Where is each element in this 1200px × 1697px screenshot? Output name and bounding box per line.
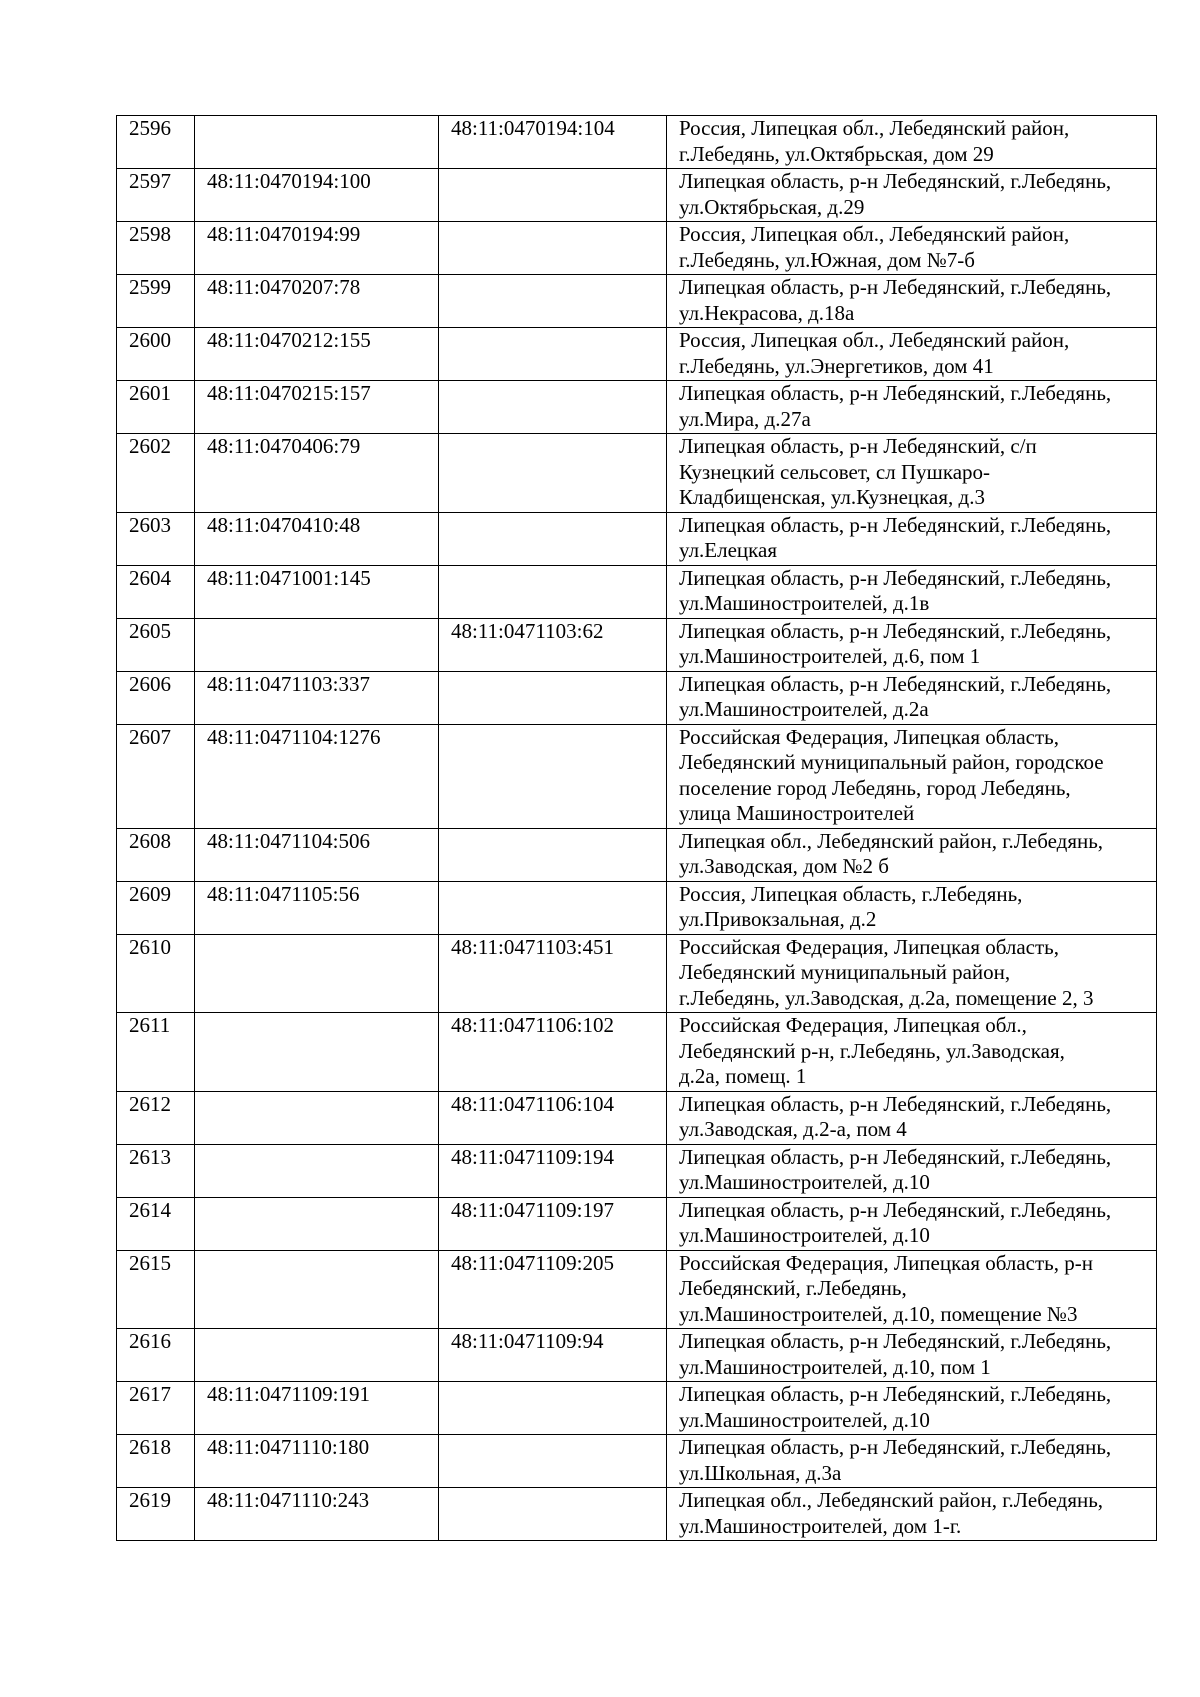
address-cell [667, 434, 1157, 513]
premises-cadastral-number-cell: 48:11:0471109:194 [439, 1144, 667, 1197]
premises-cadastral-number-cell: 48:11:0471109:197 [439, 1197, 667, 1250]
cadastral-number-cell: 48:11:0470215:157 [195, 381, 439, 434]
address-line: Липецкая область, р-н Лебедянский, с/п [679, 434, 1037, 458]
cadastral-number-cell: 48:11:0471001:145 [195, 565, 439, 618]
premises-cadastral-number-cell [439, 1382, 667, 1435]
address-line: ул.Машиностроителей, д.1в [679, 591, 930, 615]
row-number-cell: 2615 [117, 1250, 195, 1329]
cadastral-number-cell: 48:11:0470212:155 [195, 328, 439, 381]
cadastral-number-cell [195, 1144, 439, 1197]
address-line: Липецкая область, р-н Лебедянский, г.Лебедянь, [679, 1435, 1112, 1459]
address-cell [667, 328, 1157, 381]
address-line: Липецкая область, р-н Лебедянский, г.Лебедянь, [679, 565, 1112, 590]
premises-cadastral-number-cell [439, 565, 667, 618]
address-line: Липецкая область, р-н Лебедянский, г.Лебедянь, [679, 1382, 1112, 1406]
row-number-cell: 2610 [117, 934, 195, 1013]
address-cell [667, 169, 1157, 222]
row-number-cell: 2608 [117, 828, 195, 881]
address-line: ул.Мира, д.27а [679, 406, 811, 431]
address-line: ул.Машиностроителей, дом 1-г. [679, 1513, 962, 1538]
row-number-cell: 2619 [117, 1488, 195, 1541]
address-line: ул.Машиностроителей, д.10, помещение №3 [679, 1301, 1078, 1326]
address-cell [667, 1488, 1157, 1541]
cadastral-number-cell: 48:11:0470410:48 [195, 512, 439, 565]
address-line: Российская Федерация, Липецкая обл., [679, 1013, 1027, 1037]
premises-cadastral-number-cell: 48:11:0471109:205 [439, 1250, 667, 1329]
address-line: Липецкая область, р-н Лебедянский, г.Лебедянь, [679, 512, 1112, 537]
address-line: ул.Заводская, дом №2 б [679, 854, 889, 878]
cadastral-number-cell [195, 1250, 439, 1329]
premises-cadastral-number-cell: 48:11:0471103:62 [439, 618, 667, 671]
cadastral-number-cell [195, 116, 439, 169]
premises-cadastral-number-cell [439, 1488, 667, 1541]
cadastral-number-cell: 48:11:0470207:78 [195, 275, 439, 328]
address-cell [667, 222, 1157, 275]
table-row [117, 116, 1157, 169]
premises-cadastral-number-cell [439, 671, 667, 724]
address-line: Липецкая область, р-н Лебедянский, г.Лебедянь, [679, 1197, 1112, 1222]
address-cell [667, 1382, 1157, 1435]
address-line: Липецкая область, р-н Лебедянский, г.Лебедянь, [679, 1144, 1112, 1169]
table-row [117, 512, 1157, 565]
address-cell [667, 1013, 1157, 1092]
cadastral-number-cell [195, 1329, 439, 1382]
table-row [117, 1197, 1157, 1250]
address-line: ул.Машиностроителей, д.10 [679, 1170, 930, 1194]
address-line: Лебедянский муниципальный район, [679, 960, 1011, 984]
table-row [117, 1435, 1157, 1488]
cadastral-number-cell: 48:11:0471103:337 [195, 671, 439, 724]
table-row [117, 222, 1157, 275]
address-line: Кузнецкий сельсовет, сл Пушкаро- [679, 459, 991, 484]
table-row [117, 881, 1157, 934]
table-row [117, 1329, 1157, 1382]
table-row [117, 1091, 1157, 1144]
address-line: поселение город Лебедянь, город Лебедянь, [679, 775, 1071, 800]
cadastral-number-cell: 48:11:0471104:506 [195, 828, 439, 881]
address-line: ул.Школьная, д.3а [679, 1460, 842, 1485]
row-number-cell: 2609 [117, 881, 195, 934]
address-cell [667, 828, 1157, 881]
address-line: Лебедянский р-н, г.Лебедянь, ул.Заводская, [679, 1038, 1065, 1063]
address-line: Лебедянский, г.Лебедянь, [679, 1276, 907, 1300]
table-row [117, 1250, 1157, 1329]
address-cell [667, 881, 1157, 934]
address-line: Кладбищенская, ул.Кузнецкая, д.3 [679, 485, 985, 509]
cadastral-number-cell [195, 1091, 439, 1144]
address-cell [667, 934, 1157, 1013]
address-line: ул.Некрасова, д.18а [679, 300, 855, 325]
address-cell [667, 1250, 1157, 1329]
table-row [117, 1013, 1157, 1092]
row-number-cell: 2605 [117, 618, 195, 671]
address-cell [667, 1329, 1157, 1382]
table-row [117, 434, 1157, 513]
row-number-cell: 2599 [117, 275, 195, 328]
row-number-cell: 2613 [117, 1144, 195, 1197]
table-row [117, 671, 1157, 724]
address-line: Липецкая обл., Лебедянский район, г.Лебедянь, [679, 828, 1104, 853]
row-number-cell: 2612 [117, 1091, 195, 1144]
address-line: Россия, Липецкая обл., Лебедянский район, [679, 222, 1070, 246]
address-line: ул.Елецкая [679, 538, 778, 562]
cadastral-number-cell: 48:11:0470194:100 [195, 169, 439, 222]
row-number-cell: 2611 [117, 1013, 195, 1092]
address-line: Россия, Липецкая обл., Лебедянский район, [679, 116, 1070, 140]
row-number-cell: 2603 [117, 512, 195, 565]
address-line: Липецкая область, р-н Лебедянский, г.Лебедянь, [679, 1329, 1112, 1353]
address-line: Российская Федерация, Липецкая область, [679, 934, 1060, 959]
registry-table-body [117, 116, 1157, 1541]
address-line: ул.Машиностроителей, д.2а [679, 697, 929, 721]
cadastral-number-cell: 48:11:0471104:1276 [195, 724, 439, 828]
address-line: Российская Федерация, Липецкая область, р-н [679, 1250, 1093, 1275]
address-line: ул.Привокзальная, д.2 [679, 907, 877, 931]
table-row [117, 1382, 1157, 1435]
address-line: Липецкая область, р-н Лебедянский, г.Лебедянь, [679, 1091, 1112, 1116]
table-row [117, 828, 1157, 881]
address-cell [667, 1091, 1157, 1144]
row-number-cell: 2600 [117, 328, 195, 381]
premises-cadastral-number-cell: 48:11:0471103:451 [439, 934, 667, 1013]
row-number-cell: 2614 [117, 1197, 195, 1250]
table-row [117, 934, 1157, 1013]
row-number-cell: 2604 [117, 565, 195, 618]
cadastral-number-cell: 48:11:0471110:180 [195, 1435, 439, 1488]
cadastral-number-cell: 48:11:0471110:243 [195, 1488, 439, 1541]
table-row [117, 1144, 1157, 1197]
row-number-cell: 2618 [117, 1435, 195, 1488]
address-line: улица Машиностроителей [679, 801, 915, 825]
address-line: ул.Машиностроителей, д.10 [679, 1223, 930, 1247]
address-line: ул.Октябрьская, д.29 [679, 194, 865, 219]
row-number-cell: 2598 [117, 222, 195, 275]
premises-cadastral-number-cell [439, 1435, 667, 1488]
address-line: Липецкая обл., Лебедянский район, г.Лебедянь, [679, 1488, 1104, 1512]
address-line: ул.Заводская, д.2-а, пом 4 [679, 1117, 907, 1141]
row-number-cell: 2607 [117, 724, 195, 828]
cadastral-number-cell: 48:11:0470406:79 [195, 434, 439, 513]
address-line: Россия, Липецкая обл., Лебедянский район, [679, 328, 1070, 352]
premises-cadastral-number-cell [439, 724, 667, 828]
property-registry-table [116, 115, 1157, 1541]
table-row [117, 169, 1157, 222]
address-line: Липецкая область, р-н Лебедянский, г.Лебедянь, [679, 671, 1112, 696]
address-cell [667, 512, 1157, 565]
table-row [117, 381, 1157, 434]
address-line: ул.Машиностроителей, д.10 [679, 1407, 930, 1432]
address-cell [667, 381, 1157, 434]
table-row [117, 1488, 1157, 1541]
address-line: г.Лебедянь, ул.Заводская, д.2а, помещение 2, 3 [679, 985, 1094, 1010]
address-cell [667, 618, 1157, 671]
address-line: г.Лебедянь, ул.Южная, дом №7-б [679, 247, 975, 272]
address-line: Российская Федерация, Липецкая область, [679, 724, 1060, 749]
address-cell [667, 275, 1157, 328]
address-cell [667, 1144, 1157, 1197]
row-number-cell: 2602 [117, 434, 195, 513]
premises-cadastral-number-cell [439, 881, 667, 934]
address-cell [667, 565, 1157, 618]
cadastral-number-cell [195, 934, 439, 1013]
address-line: Россия, Липецкая область, г.Лебедянь, [679, 881, 1023, 906]
cadastral-number-cell: 48:11:0470194:99 [195, 222, 439, 275]
premises-cadastral-number-cell [439, 381, 667, 434]
premises-cadastral-number-cell [439, 222, 667, 275]
address-line: Липецкая область, р-н Лебедянский, г.Лебедянь, [679, 381, 1112, 405]
premises-cadastral-number-cell: 48:11:0471106:104 [439, 1091, 667, 1144]
address-cell [667, 116, 1157, 169]
row-number-cell: 2596 [117, 116, 195, 169]
premises-cadastral-number-cell [439, 434, 667, 513]
row-number-cell: 2601 [117, 381, 195, 434]
cadastral-number-cell [195, 618, 439, 671]
address-line: Липецкая область, р-н Лебедянский, г.Лебедянь, [679, 169, 1112, 193]
premises-cadastral-number-cell [439, 169, 667, 222]
address-line: Лебедянский муниципальный район, городское [679, 750, 1104, 774]
table-row [117, 275, 1157, 328]
table-row [117, 724, 1157, 828]
address-line: г.Лебедянь, ул.Энергетиков, дом 41 [679, 353, 994, 378]
premises-cadastral-number-cell: 48:11:0471109:94 [439, 1329, 667, 1382]
cadastral-number-cell [195, 1197, 439, 1250]
address-line: Липецкая область, р-н Лебедянский, г.Лебедянь, [679, 618, 1112, 643]
row-number-cell: 2616 [117, 1329, 195, 1382]
address-line: ул.Машиностроителей, д.6, пом 1 [679, 644, 981, 668]
cadastral-number-cell: 48:11:0471109:191 [195, 1382, 439, 1435]
row-number-cell: 2597 [117, 169, 195, 222]
premises-cadastral-number-cell [439, 275, 667, 328]
table-row [117, 565, 1157, 618]
address-cell [667, 724, 1157, 828]
address-line: г.Лебедянь, ул.Октябрьская, дом 29 [679, 141, 994, 166]
address-line: ул.Машиностроителей, д.10, пом 1 [679, 1354, 991, 1379]
premises-cadastral-number-cell [439, 512, 667, 565]
address-cell [667, 1197, 1157, 1250]
address-cell [667, 671, 1157, 724]
premises-cadastral-number-cell: 48:11:0471106:102 [439, 1013, 667, 1092]
row-number-cell: 2617 [117, 1382, 195, 1435]
address-line: д.2а, помещ. 1 [679, 1064, 807, 1088]
address-cell [667, 1435, 1157, 1488]
cadastral-number-cell: 48:11:0471105:56 [195, 881, 439, 934]
table-row [117, 618, 1157, 671]
table-row [117, 328, 1157, 381]
premises-cadastral-number-cell [439, 828, 667, 881]
address-line: Липецкая область, р-н Лебедянский, г.Лебедянь, [679, 275, 1112, 299]
premises-cadastral-number-cell: 48:11:0470194:104 [439, 116, 667, 169]
cadastral-number-cell [195, 1013, 439, 1092]
premises-cadastral-number-cell [439, 328, 667, 381]
row-number-cell: 2606 [117, 671, 195, 724]
